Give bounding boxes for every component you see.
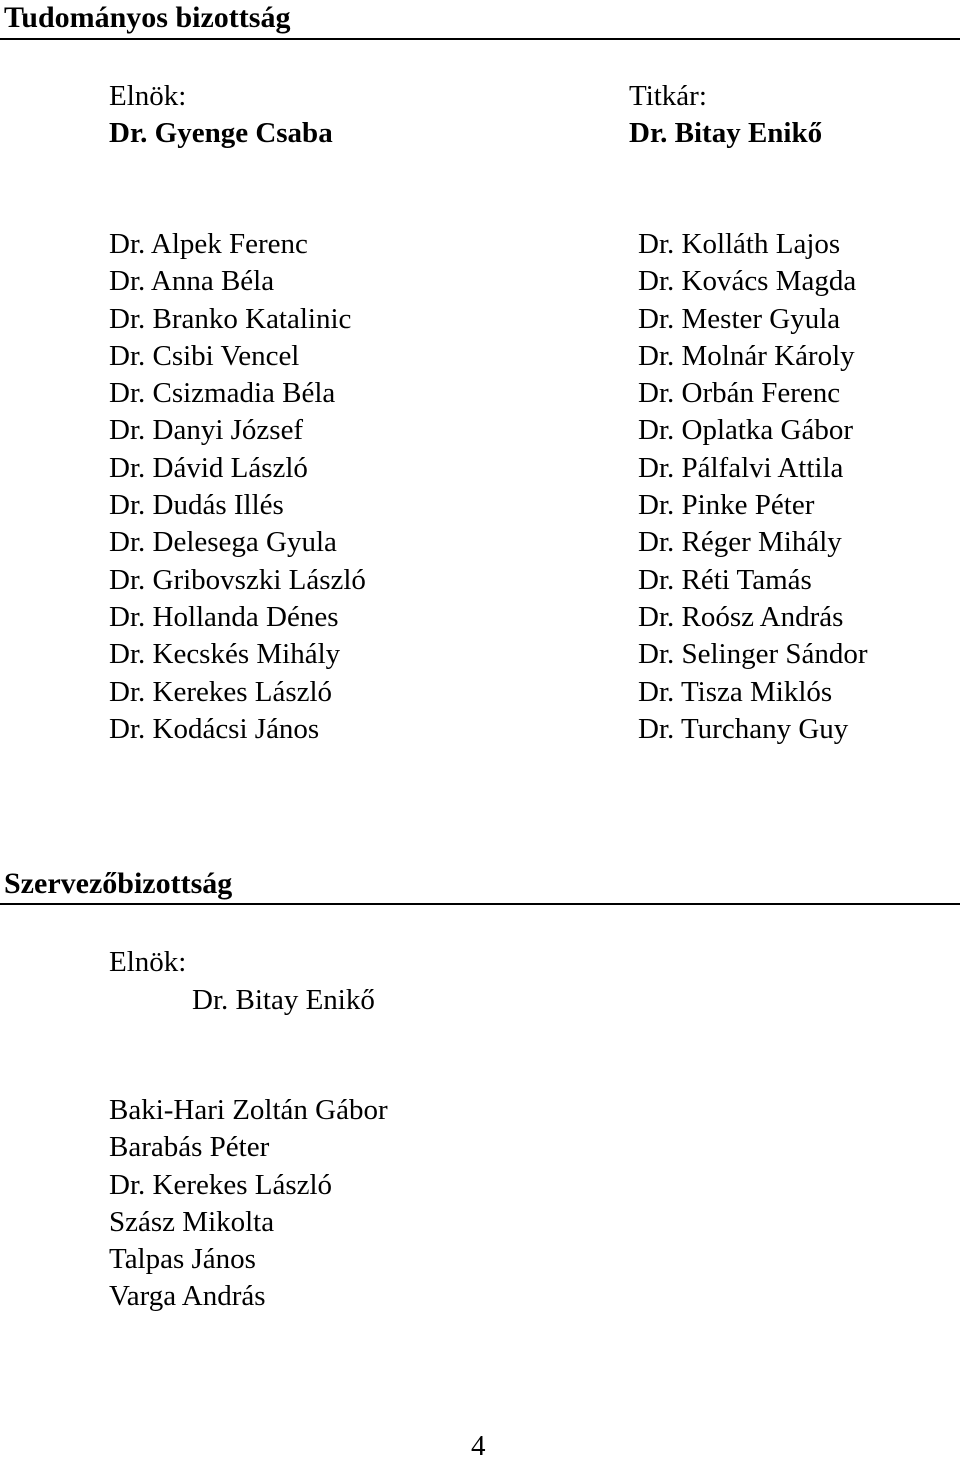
list-item: Dr. Alpek Ferenc	[109, 228, 308, 260]
heading-rule	[0, 903, 960, 905]
list-item: Dr. Molnár Károly	[638, 339, 855, 372]
organizing-chair-name: Dr. Bitay Enikő	[192, 984, 375, 1016]
organizing-chair-label: Elnök:	[109, 946, 187, 978]
list-item: Dr. Branko Katalinic	[109, 302, 352, 335]
list-item: Dr. Danyi József	[109, 414, 304, 447]
page-number: 4	[471, 1430, 486, 1462]
list-item: Dr. Hollanda Dénes	[109, 600, 339, 633]
list-item: Talpas János	[109, 1243, 256, 1276]
list-item: Dr. Tisza Miklós	[638, 675, 833, 708]
organizing-committee-heading: Szervezőbizottság	[4, 867, 233, 900]
list-item: Dr. Gribovszki László	[109, 563, 366, 596]
list-item: Dr. Kolláth Lajos	[638, 228, 841, 260]
scientific-chair-name: Dr. Gyenge Csaba	[109, 117, 333, 149]
list-item: Szász Mikolta	[109, 1205, 275, 1238]
list-item: Dr. Roósz András	[638, 600, 844, 633]
list-item: Dr. Kecskés Mihály	[109, 638, 341, 671]
list-item: Dr. Pinke Péter	[638, 489, 815, 522]
list-item: Dr. Csizmadia Béla	[109, 377, 336, 410]
list-item: Dr. Kerekes László	[109, 1168, 333, 1201]
list-item: Dr. Réti Tamás	[638, 563, 812, 596]
list-item: Dr. Orbán Ferenc	[638, 377, 841, 410]
list-item: Dr. Oplatka Gábor	[638, 414, 854, 447]
scientific-members-right	[638, 226, 868, 748]
list-item: Dr. Réger Mihály	[638, 526, 842, 559]
list-item: Barabás Péter	[109, 1131, 270, 1164]
list-item: Dr. Selinger Sándor	[638, 638, 868, 671]
scientific-secretary-name: Dr. Bitay Enikő	[629, 117, 823, 149]
heading-rule	[0, 38, 960, 40]
scientific-chair-label: Elnök:	[109, 80, 187, 112]
list-item: Dr. Pálfalvi Attila	[638, 451, 844, 484]
list-item: Dr. Kodácsi János	[109, 712, 320, 745]
scientific-members-left	[109, 226, 366, 748]
list-item: Baki-Hari Zoltán Gábor	[109, 1094, 388, 1126]
list-item: Dr. Dávid László	[109, 451, 308, 484]
list-item: Dr. Mester Gyula	[638, 302, 841, 335]
scientific-secretary-label: Titkár:	[629, 80, 707, 112]
list-item: Dr. Kerekes László	[109, 675, 333, 708]
list-item: Varga András	[109, 1280, 266, 1313]
list-item: Dr. Delesega Gyula	[109, 526, 337, 559]
list-item: Dr. Anna Béla	[109, 265, 275, 298]
list-item: Dr. Kovács Magda	[638, 265, 857, 298]
list-item: Dr. Turchany Guy	[638, 712, 849, 745]
list-item: Dr. Csibi Vencel	[109, 339, 300, 372]
list-item: Dr. Dudás Illés	[109, 489, 284, 522]
scientific-committee-heading: Tudományos bizottság	[4, 1, 291, 34]
organizing-members	[109, 1092, 388, 1316]
